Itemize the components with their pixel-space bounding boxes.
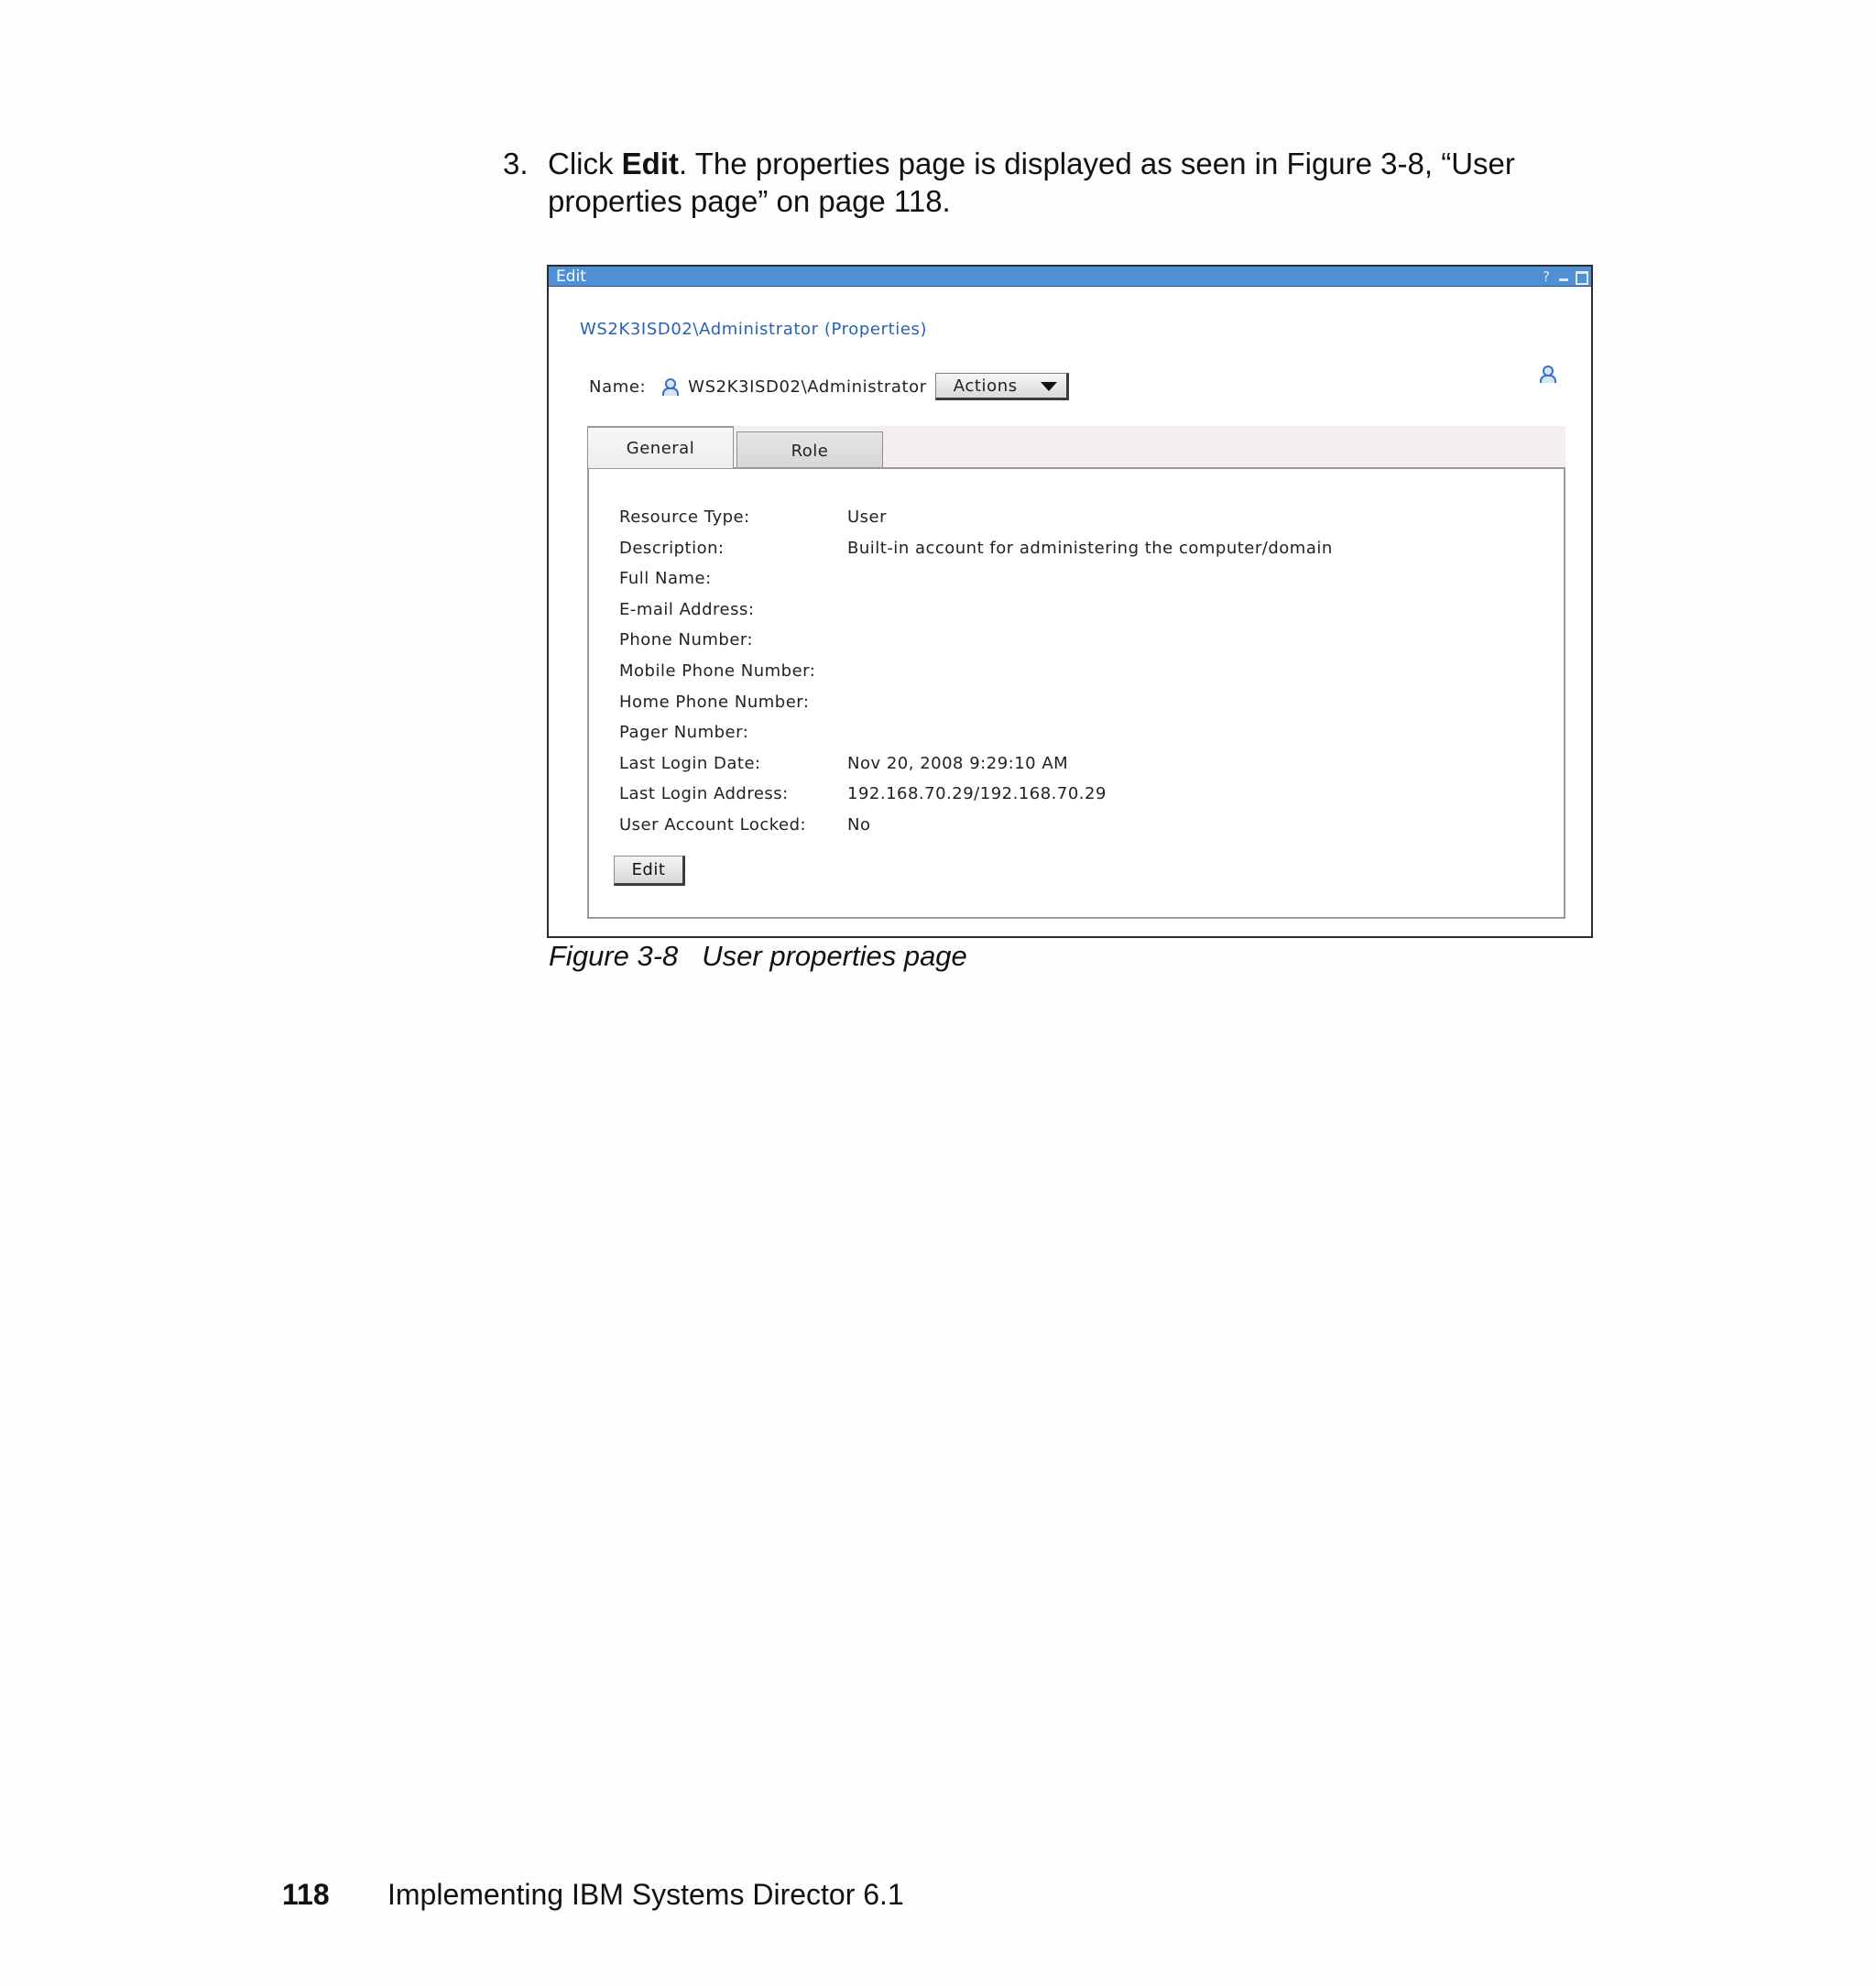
edit-window: [547, 265, 1593, 938]
property-label: Last Login Address:: [619, 784, 789, 804]
step-number: 3.: [503, 147, 529, 180]
book-title: Implementing IBM Systems Director 6.1: [387, 1878, 904, 1911]
actions-label: Actions: [953, 376, 1018, 396]
breadcrumb[interactable]: WS2K3ISD02\Administrator (Properties): [580, 320, 928, 339]
help-icon[interactable]: ?: [1543, 268, 1550, 285]
window-titlebar: [549, 267, 1591, 287]
step-text-bold: Edit: [621, 147, 679, 180]
name-bar: [589, 373, 1069, 400]
step-text: [548, 145, 1620, 220]
figure-caption: [549, 940, 967, 973]
tab-role[interactable]: Role: [736, 431, 883, 468]
maximize-icon[interactable]: [1574, 269, 1588, 284]
step-text-before: Click: [548, 147, 622, 180]
name-label: Name:: [589, 376, 647, 397]
name-value: WS2K3ISD02\Administrator: [688, 376, 927, 397]
tab-strip: [587, 426, 1565, 468]
property-value: Built-in account for administering the computer/domain: [847, 538, 1333, 558]
minimize-icon[interactable]: [1556, 269, 1571, 284]
property-label: Phone Number:: [619, 630, 754, 650]
window-title: Edit: [556, 267, 586, 286]
figure-title: User properties page: [702, 940, 967, 972]
general-panel: [587, 467, 1565, 919]
edit-button[interactable]: Edit: [614, 856, 685, 886]
property-label: Last Login Date:: [619, 753, 761, 773]
titlebar-controls: [1539, 267, 1588, 286]
property-label: Home Phone Number:: [619, 692, 810, 712]
actions-dropdown[interactable]: [935, 373, 1069, 400]
tab-general[interactable]: General: [587, 426, 734, 468]
property-value: No: [847, 814, 871, 835]
property-value: User: [847, 507, 888, 527]
figure-number: Figure 3-8: [549, 940, 679, 972]
property-label: Resource Type:: [619, 507, 750, 527]
property-label: Description:: [619, 538, 725, 558]
user-icon: [660, 377, 677, 396]
property-label: Mobile Phone Number:: [619, 660, 816, 681]
user-icon[interactable]: [1538, 365, 1554, 383]
property-value: Nov 20, 2008 9:29:10 AM: [847, 753, 1069, 773]
property-label: Pager Number:: [619, 723, 749, 743]
property-label: Full Name:: [619, 569, 712, 589]
chevron-down-icon: [1041, 382, 1057, 391]
step-text-after: . The properties page is displayed as seen in Figure 3-8, “User properties page” on page 118.: [548, 147, 1515, 218]
property-label: User Account Locked:: [619, 814, 807, 835]
property-value: 192.168.70.29/192.168.70.29: [847, 784, 1107, 804]
page-number: 118: [282, 1878, 330, 1911]
page-footer: [282, 1878, 904, 1912]
property-label: E-mail Address:: [619, 599, 755, 619]
